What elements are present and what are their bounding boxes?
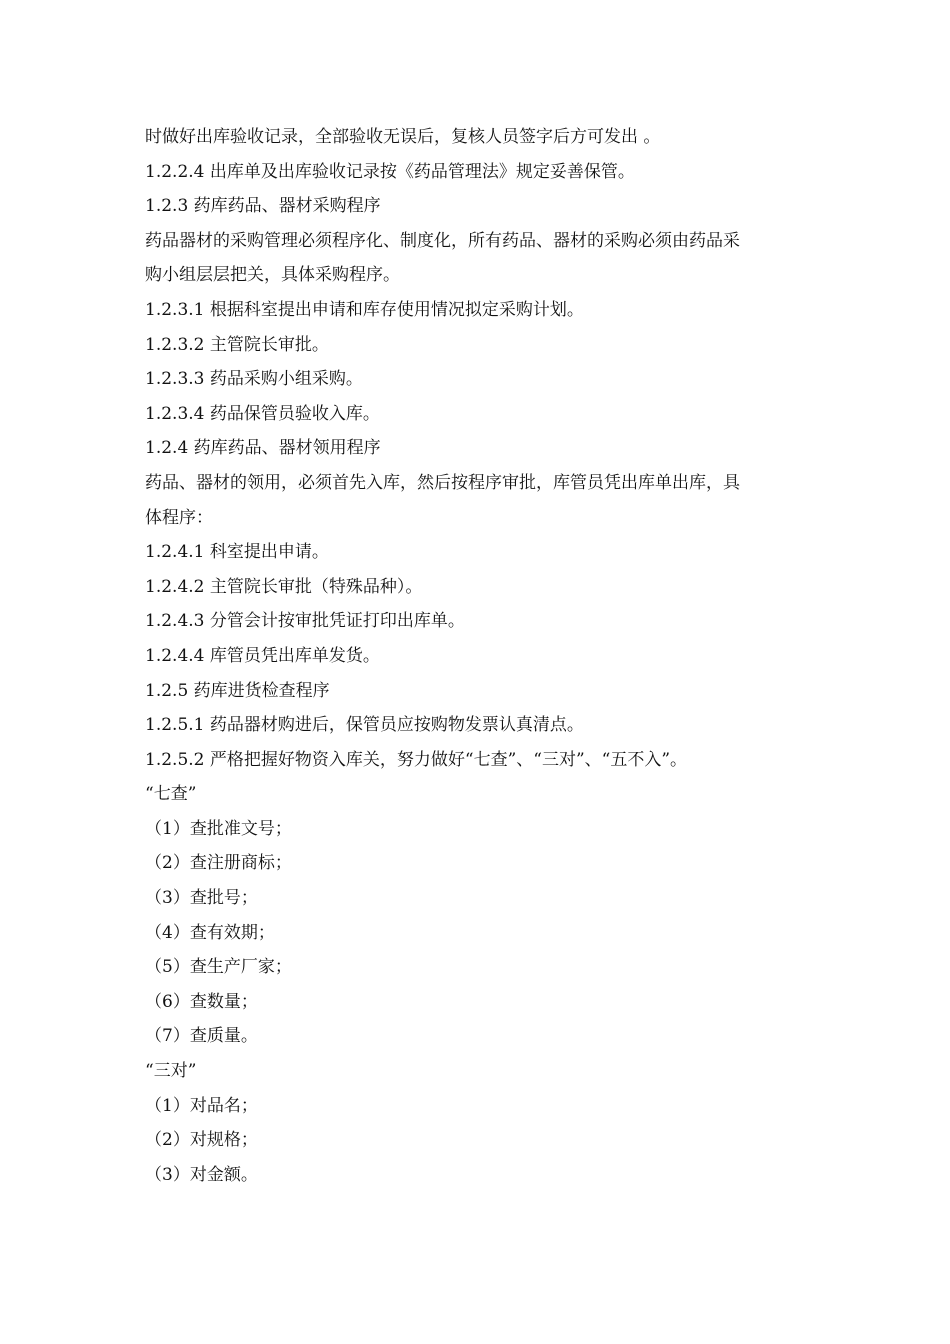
list-item: （4）查有效期； xyxy=(145,922,275,943)
list-item: （3）查批号； xyxy=(145,888,258,909)
list-item: （2）查注册商标； xyxy=(145,853,292,874)
list-item: （5）查生产厂家； xyxy=(145,957,292,978)
section-heading: 1.2.3 药库药品、器材采购程序 xyxy=(145,196,381,217)
section-heading: 1.2.4 药库药品、器材领用程序 xyxy=(145,438,381,459)
document-body xyxy=(145,120,815,1192)
text-line: 购小组层层把关，具体采购程序。 xyxy=(145,265,400,286)
text-line: 1.2.3.1 根据科室提出申请和库存使用情况拟定采购计划。 xyxy=(145,299,584,320)
text-line: 1.2.4.4 库管员凭出库单发货。 xyxy=(145,645,380,666)
text-line: 1.2.4.3 分管会计按审批凭证打印出库单。 xyxy=(145,611,465,632)
text-line: 1.2.5.1 药品器材购进后，保管员应按购物发票认真清点。 xyxy=(145,715,584,736)
list-item: （2）对规格； xyxy=(145,1130,258,1151)
text-line: 1.2.3.3 药品采购小组采购。 xyxy=(145,369,363,390)
text-line: 1.2.4.2 主管院长审批（特殊品种）。 xyxy=(145,576,423,597)
text-line: 1.2.4.1 科室提出申请。 xyxy=(145,542,329,563)
list-heading: “三对” xyxy=(145,1061,197,1082)
list-item: （6）查数量； xyxy=(145,991,258,1012)
list-item: （3）对金额。 xyxy=(145,1164,258,1185)
text-line: 时做好出库验收记录，全部验收无误后，复核人员签字后方可发出 。 xyxy=(145,127,661,147)
text-line: 药品器材的采购管理必须程序化、制度化，所有药品、器材的采购必须由药品采 xyxy=(145,230,740,251)
section-heading: 1.2.5 药库进货检查程序 xyxy=(145,680,330,701)
list-item: （7）查质量。 xyxy=(145,1026,258,1047)
text-line: 1.2.2.4 出库单及出库验收记录按《药品管理法》规定妥善保管。 xyxy=(145,161,635,182)
list-item: （1）对品名； xyxy=(145,1095,258,1116)
list-heading: “七查” xyxy=(145,784,197,805)
list-item: （1）查批准文号； xyxy=(145,818,292,839)
text-line: 1.2.5.2 严格把握好物资入库关，努力做好“七查”、“三对”、“五不入”。 xyxy=(145,749,688,770)
text-line: 药品、器材的领用，必须首先入库，然后按程序审批，库管员凭出库单出库，具 xyxy=(145,472,740,493)
text-line: 1.2.3.4 药品保管员验收入库。 xyxy=(145,403,380,424)
text-line: 1.2.3.2 主管院长审批。 xyxy=(145,334,329,355)
text-line: 体程序： xyxy=(145,507,213,528)
